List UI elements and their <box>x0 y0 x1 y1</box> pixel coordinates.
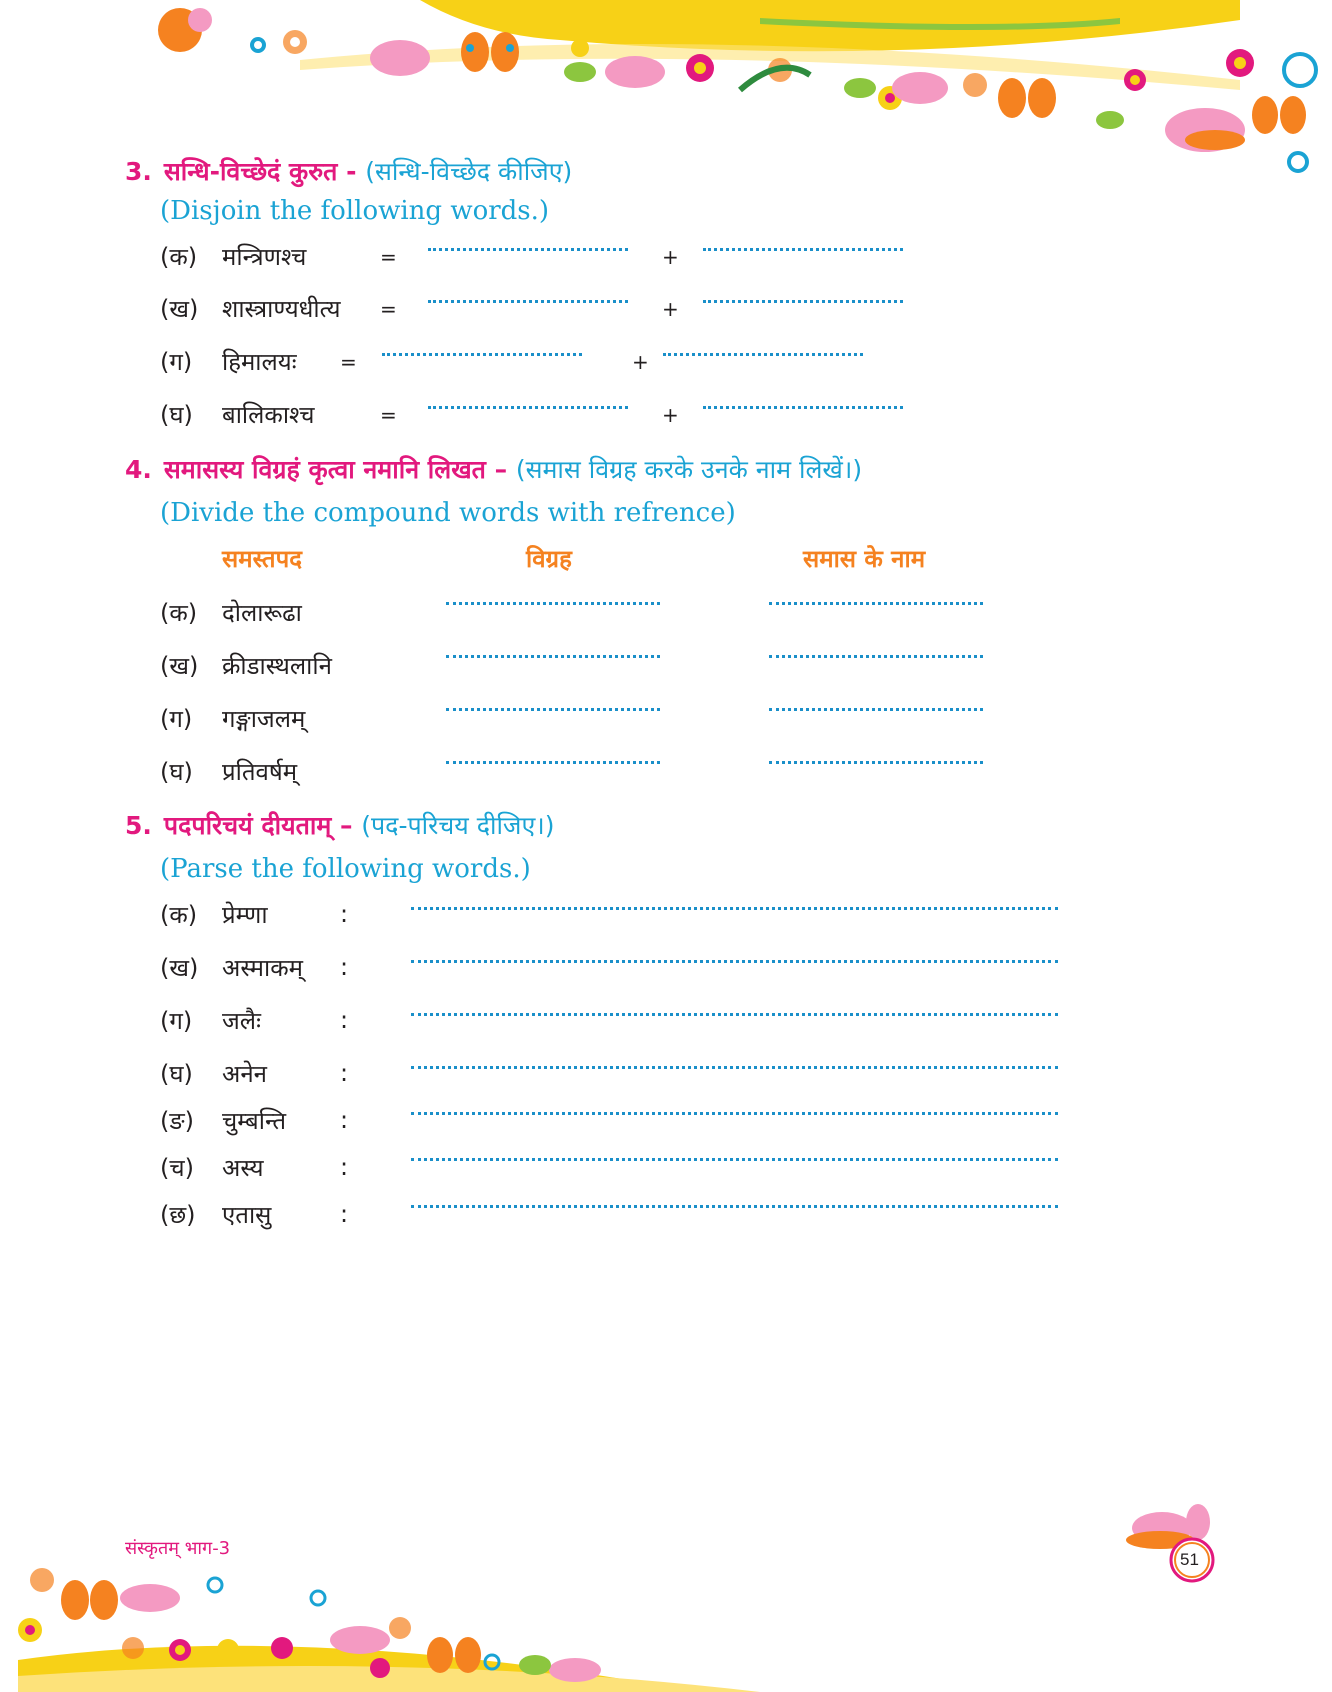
answer-blank[interactable] <box>411 1013 1058 1016</box>
answer-blank[interactable] <box>769 708 983 711</box>
colon: : <box>340 900 349 928</box>
q5-item-label: (ङ) <box>160 1107 195 1135</box>
q4-item-word: प्रतिवर्षम् <box>222 758 298 786</box>
q3-item-word: शास्त्राण्यधीत्य <box>222 295 341 323</box>
q4-item-word: क्रीडास्थलानि <box>222 652 332 680</box>
q4-item-word: गङ्गाजलम् <box>222 705 306 733</box>
answer-blank[interactable] <box>411 1066 1058 1069</box>
answer-blank[interactable] <box>428 300 628 303</box>
answer-blank[interactable] <box>411 907 1058 910</box>
q4-english-instruction: (Divide the compound words with refrence) <box>160 498 736 528</box>
column-header-compound: समस्तपद <box>222 545 302 573</box>
q4-title: समासस्य विग्रहं कृत्वा नमानि लिखत – <box>163 455 508 484</box>
q5-english-instruction: (Parse the following words.) <box>160 854 531 884</box>
answer-blank[interactable] <box>703 300 903 303</box>
colon: : <box>340 1006 349 1034</box>
colon: : <box>340 1059 349 1087</box>
q5-item-word: अनेन <box>222 1060 267 1088</box>
plus-sign: + <box>632 350 649 374</box>
q5-item-word: प्रेम्णा <box>222 901 268 929</box>
q5-item-label: (ग) <box>160 1007 193 1035</box>
q3-title: सन्धि-विच्छेदं कुरुत - <box>163 157 357 186</box>
q5-item-label: (घ) <box>160 1060 193 1088</box>
q4-item-label: (क) <box>160 599 198 627</box>
answer-blank[interactable] <box>411 960 1058 963</box>
equals-sign: = <box>380 297 397 321</box>
answer-blank[interactable] <box>446 602 660 605</box>
book-title: संस्कृतम् भाग-3 <box>125 1538 231 1559</box>
q4-hindi-instruction: (समास विग्रह करके उनके नाम लिखें।) <box>515 455 863 484</box>
butterfly-icon <box>998 78 1056 118</box>
q3-number: 3. <box>125 157 152 186</box>
top-decorative-border <box>0 0 1332 180</box>
q5-item-label: (च) <box>160 1154 194 1182</box>
q3-item-label: (ख) <box>160 295 199 323</box>
answer-blank[interactable] <box>703 406 903 409</box>
colon: : <box>340 1200 349 1228</box>
answer-blank[interactable] <box>411 1158 1058 1161</box>
q4-heading <box>125 452 862 486</box>
colon: : <box>340 1106 349 1134</box>
answer-blank[interactable] <box>428 406 628 409</box>
q4-item-label: (ख) <box>160 652 199 680</box>
q4-item-word: दोलारूढा <box>222 599 302 627</box>
q4-item-label: (ग) <box>160 705 193 733</box>
answer-blank[interactable] <box>411 1112 1058 1115</box>
answer-blank[interactable] <box>769 602 983 605</box>
q3-hindi-instruction: (सन्धि-विच्छेद कीजिए) <box>365 157 573 186</box>
q3-item-word: हिमालयः <box>222 348 297 376</box>
answer-blank[interactable] <box>769 761 983 764</box>
answer-blank[interactable] <box>446 761 660 764</box>
q5-hindi-instruction: (पद-परिचय दीजिए।) <box>361 811 555 840</box>
colon: : <box>340 953 349 981</box>
butterfly-icon <box>158 8 212 52</box>
answer-blank[interactable] <box>382 353 582 356</box>
q3-item-label: (ग) <box>160 348 193 376</box>
q4-item-label: (घ) <box>160 758 193 786</box>
plus-sign: + <box>662 245 679 269</box>
q5-item-label: (छ) <box>160 1201 196 1229</box>
q5-title: पदपरिचयं दीयताम् – <box>163 811 353 840</box>
q5-number: 5. <box>125 811 152 840</box>
answer-blank[interactable] <box>446 655 660 658</box>
q3-english-instruction: (Disjoin the following words.) <box>160 196 550 226</box>
plus-sign: + <box>662 403 679 427</box>
answer-blank[interactable] <box>769 655 983 658</box>
equals-sign: = <box>380 245 397 269</box>
plus-sign: + <box>662 297 679 321</box>
answer-blank[interactable] <box>663 353 863 356</box>
q5-item-label: (ख) <box>160 954 199 982</box>
q4-number: 4. <box>125 455 152 484</box>
q5-item-word: चुम्बन्ति <box>222 1107 287 1135</box>
q3-item-word: मन्त्रिणश्च <box>222 243 307 271</box>
bottom-decorative-border <box>0 1560 1332 1692</box>
page-number: 51 <box>1180 1550 1199 1569</box>
column-header-vigraha: विग्रह <box>526 545 572 573</box>
q3-item-label: (घ) <box>160 401 193 429</box>
leaf-icon <box>519 1655 551 1675</box>
q5-item-word: अस्य <box>222 1154 264 1182</box>
answer-blank[interactable] <box>428 248 628 251</box>
q5-item-word: एतासु <box>222 1201 272 1229</box>
equals-sign: = <box>340 350 357 374</box>
q3-heading <box>125 154 572 188</box>
q5-item-word: जलैः <box>222 1007 261 1035</box>
colon: : <box>340 1153 349 1181</box>
q3-item-label: (क) <box>160 243 198 271</box>
q3-item-word: बालिकाश्च <box>222 401 315 429</box>
q5-heading <box>125 808 555 842</box>
column-header-samasa-name: समास के नाम <box>803 545 926 573</box>
answer-blank[interactable] <box>411 1205 1058 1208</box>
answer-blank[interactable] <box>446 708 660 711</box>
q5-item-label: (क) <box>160 901 198 929</box>
butterfly-icon <box>1252 96 1306 134</box>
q5-item-word: अस्माकम् <box>222 954 304 982</box>
answer-blank[interactable] <box>703 248 903 251</box>
equals-sign: = <box>380 403 397 427</box>
